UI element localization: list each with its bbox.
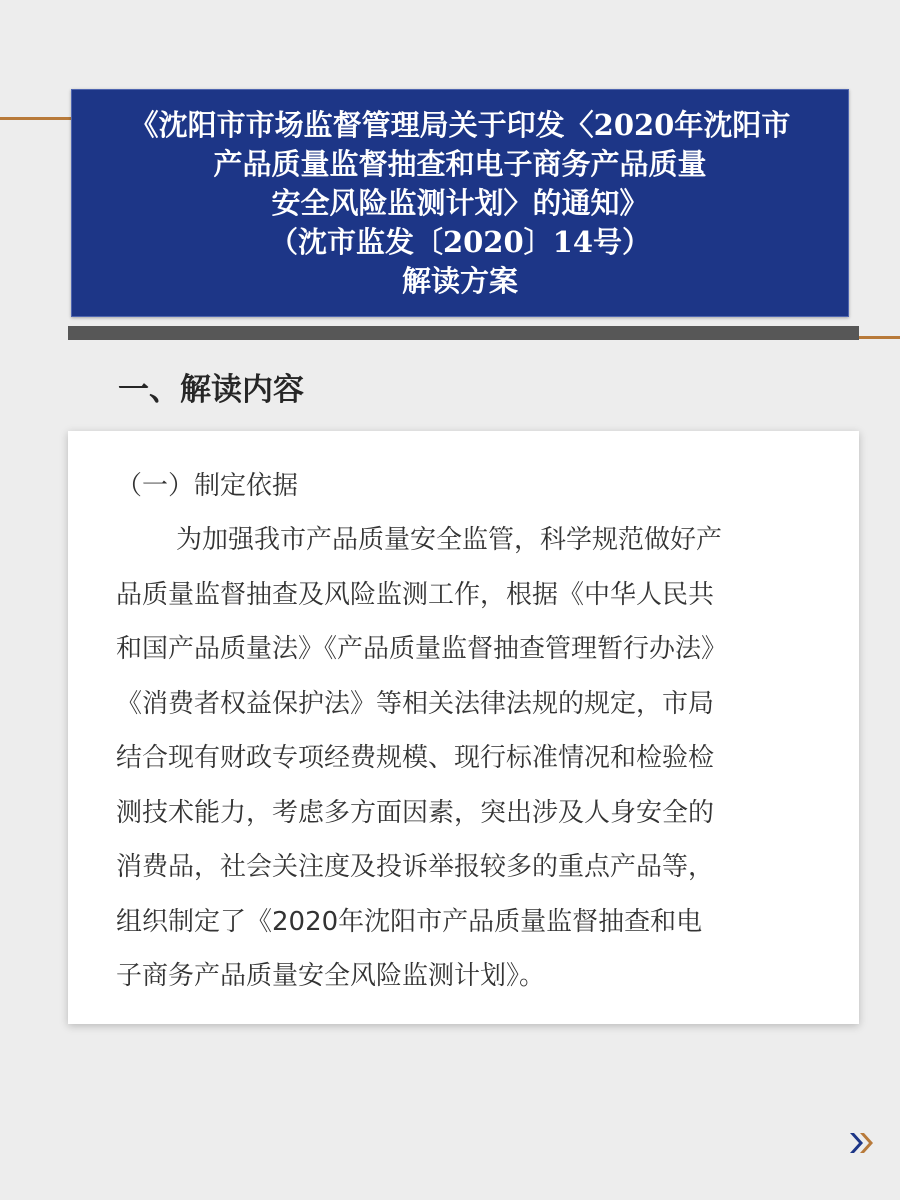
body-line: 组织制定了《2020年沈阳市产品质量监督抽查和电 xyxy=(116,906,703,937)
title-line: （沈市监发〔2020〕14号） xyxy=(268,224,652,259)
title-line: 解读方案 xyxy=(401,263,518,298)
title-line: 产品质量监督抽查和电子商务产品质量 xyxy=(213,146,707,181)
content-card xyxy=(68,431,859,1024)
body-line: 为加强我市产品质量安全监管，科学规范做好产 xyxy=(176,525,723,555)
content-subheading: （一）制定依据 xyxy=(116,471,299,501)
title-shadow-bar xyxy=(68,326,859,340)
title-line: 安全风险监测计划〉的通知》 xyxy=(271,185,649,220)
body-line: 和国产品质量法》《产品质量监督抽查管理暂行办法》 xyxy=(116,634,728,664)
body-line: 测技术能力，考虑多方面因素，突出涉及人身安全的 xyxy=(116,797,715,828)
body-line: 《消费者权益保护法》等相关法律法规的规定，市局 xyxy=(116,688,715,719)
body-line: 结合现有财政专项经费规模、现行标准情况和检验检 xyxy=(116,743,715,773)
double-chevron-right-icon[interactable] xyxy=(846,1128,876,1158)
section-heading: 一、解读内容 xyxy=(118,372,304,408)
title-line: 《沈阳市市场监督管理局关于印发〈2020年沈阳市 xyxy=(129,107,791,142)
accent-line-left xyxy=(0,117,78,120)
title-banner xyxy=(71,89,849,317)
body-line: 品质量监督抽查及风险监测工作，根据《中华人民共 xyxy=(116,579,715,610)
body-line: 消费品，社会关注度及投诉举报较多的重点产品等， xyxy=(116,852,715,882)
body-line: 子商务产品质量安全风险监测计划》。 xyxy=(116,961,546,991)
